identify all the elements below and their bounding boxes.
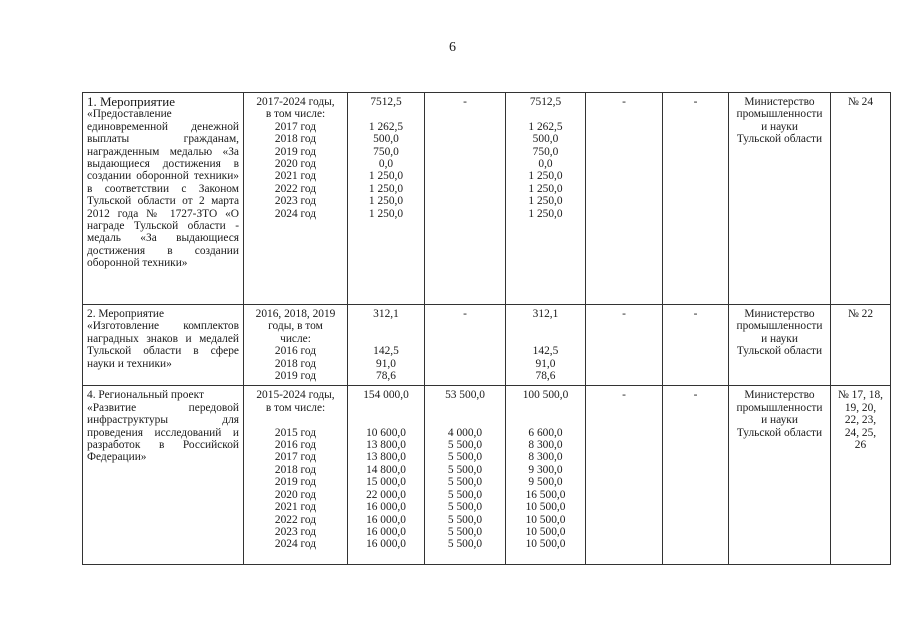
col5-lines-line: 10 500,0 xyxy=(525,513,566,526)
dash-value: - xyxy=(622,96,626,108)
col5-lines-line xyxy=(510,414,581,426)
total-lines-line: 16 000,0 xyxy=(366,501,406,514)
period-lines-line: числе: xyxy=(280,332,311,345)
indicator-lines-line: 24, 25, xyxy=(844,426,877,439)
total-lines-line xyxy=(352,333,420,345)
indicator-cell xyxy=(831,305,891,386)
total-lines-line: 15 000,0 xyxy=(366,476,406,489)
total-lines-line: 10 600,0 xyxy=(366,426,406,439)
period-lines-line xyxy=(248,414,343,426)
period-lines-line: 2022 год xyxy=(274,513,317,526)
indicator-cell xyxy=(831,386,891,565)
executor-lines-line: Тульской области xyxy=(736,133,823,146)
period-lines-line: 2016, 2018, 2019 xyxy=(255,308,336,320)
period-lines-line: 2015-2024 годы, xyxy=(256,389,335,402)
measure-name-cell xyxy=(83,386,244,565)
col7-cell xyxy=(663,93,729,305)
period-lines-line: 2016 год xyxy=(274,439,317,452)
dash-value: - xyxy=(693,96,698,108)
col4-lines-line: 5 500,0 xyxy=(447,488,483,501)
total-lines-line: 1 250,0 xyxy=(368,195,404,208)
col5-lines-line: 9 300,0 xyxy=(528,463,563,476)
measure-heading: 2. Мероприятие xyxy=(87,308,165,320)
executor-lines-line: Министерство xyxy=(744,96,815,108)
executor-lines-line: Тульской области xyxy=(736,345,823,358)
indicator-lines-line: 22, 23, xyxy=(844,414,877,427)
col5-lines-line: 10 500,0 xyxy=(525,525,566,538)
period-lines-line: 2017 год xyxy=(274,451,317,464)
col5-lines-line: 91,0 xyxy=(535,357,556,370)
total-lines-line: 91,0 xyxy=(376,357,396,370)
col4-lines-line: 5 500,0 xyxy=(447,525,483,538)
total-lines-line: 750,0 xyxy=(373,145,399,158)
col4-lines-line: 53 500,0 xyxy=(445,389,485,402)
regional-amount-cell xyxy=(506,386,586,565)
federal-amount-cell xyxy=(425,93,506,305)
col7-cell xyxy=(663,305,729,386)
col7-cell xyxy=(663,386,729,565)
col4-lines-line xyxy=(429,402,501,414)
period-lines-line: 2018 год xyxy=(274,357,317,370)
indicator-lines-line: 19, 20, xyxy=(844,401,877,414)
measure-description: «Предоставление единовременной денежной выплаты гражданам, награжденным медалью «За выдающиеся достижения в создании оборонной техники» в соответствии с Законом Тульской области от 2 марта 2012 года № 1727-ЗТО «О награде Тульской области - медаль «За выдающиеся достижения в создании оборонной техники» xyxy=(87,108,239,270)
executor-cell xyxy=(729,305,831,386)
total-lines-line xyxy=(352,402,420,414)
col4-lines-line: 5 500,0 xyxy=(447,501,483,514)
col5-lines-line: 0,0 xyxy=(538,158,553,171)
total-amount-cell xyxy=(348,305,425,386)
executor-lines-line: Министерство xyxy=(744,308,815,320)
col4-lines-line: 5 500,0 xyxy=(447,476,483,489)
col4-lines-line xyxy=(429,414,501,426)
total-lines-line: 1 250,0 xyxy=(368,170,404,183)
executor-lines-line: и науки xyxy=(761,332,798,345)
period-lines-line: 2017-2024 годы, xyxy=(256,96,335,108)
col5-lines-line: 312,1 xyxy=(532,308,559,320)
indicator-lines-line: № 22 xyxy=(847,308,874,320)
col5-lines-line: 500,0 xyxy=(532,133,559,146)
executor-lines-line: и науки xyxy=(761,120,798,133)
period-lines-line: 2015 год xyxy=(274,426,317,439)
table-row xyxy=(83,386,891,565)
total-lines-line: 142,5 xyxy=(373,345,399,358)
period-cell xyxy=(244,305,348,386)
measure-name-cell xyxy=(83,93,244,305)
col5-lines-line: 78,6 xyxy=(535,370,556,383)
col5-lines-line: 1 250,0 xyxy=(528,182,563,195)
col5-lines-line: 10 500,0 xyxy=(525,501,566,514)
total-lines-line xyxy=(352,108,420,120)
indicator-cell xyxy=(831,93,891,305)
total-lines-line: 16 000,0 xyxy=(366,538,406,551)
indicator-lines-line: 26 xyxy=(854,439,867,452)
total-lines-line: 1 262,5 xyxy=(368,120,404,133)
table-row xyxy=(83,305,891,386)
col5-lines-line: 1 250,0 xyxy=(528,207,563,220)
total-amount-cell xyxy=(348,386,425,565)
period-cell xyxy=(244,386,348,565)
period-lines-line: 2019 год xyxy=(274,476,317,489)
regional-amount-cell xyxy=(506,305,586,386)
col4-lines-line: 5 500,0 xyxy=(447,439,483,452)
period-lines-line: годы, в том xyxy=(268,320,323,333)
total-lines-line: 13 800,0 xyxy=(366,439,406,452)
col6-cell xyxy=(586,386,663,565)
col4-lines-line: 5 500,0 xyxy=(447,463,483,476)
col5-lines-line: 1 262,5 xyxy=(528,120,563,133)
col5-lines-line: 8 300,0 xyxy=(528,439,563,452)
col5-lines-line xyxy=(510,320,581,332)
executor-lines-line: промышленности xyxy=(736,108,823,121)
col5-lines-line: 142,5 xyxy=(532,345,559,358)
executor-lines-line: и науки xyxy=(761,414,798,427)
period-lines-line: в том числе: xyxy=(265,401,326,414)
measure-name-cell xyxy=(83,305,244,386)
period-lines-line: 2020 год xyxy=(274,488,317,501)
col5-lines-line: 6 600,0 xyxy=(528,426,563,439)
period-lines-line: 2016 год xyxy=(274,345,317,358)
total-lines-line: 16 000,0 xyxy=(366,513,406,526)
period-lines-line: 2018 год xyxy=(274,463,317,476)
measure-heading: 4. Региональный проект xyxy=(87,389,204,402)
total-lines-line: 13 800,0 xyxy=(366,451,406,464)
total-lines-line: 312,1 xyxy=(373,308,399,320)
total-amount-cell xyxy=(348,93,425,305)
col4-lines-line: 5 500,0 xyxy=(447,538,483,551)
col5-lines-line: 7512,5 xyxy=(529,96,562,108)
col5-lines-line xyxy=(510,108,581,120)
page-number: 6 xyxy=(449,40,456,55)
period-lines-line: 2021 год xyxy=(274,501,317,514)
measure-description: «Изготовление комплектов наградных знаков и медалей Тульской области в сфере науки и техники» xyxy=(87,320,239,370)
dash-value: - xyxy=(693,308,698,320)
period-lines-line: 2019 год xyxy=(274,370,317,383)
total-lines-line xyxy=(352,320,420,332)
period-lines-line: 2021 год xyxy=(274,170,317,183)
federal-amount-cell xyxy=(425,305,506,386)
table-row xyxy=(83,93,891,305)
col4-lines-line: - xyxy=(463,308,467,320)
period-lines-line: 2024 год xyxy=(274,538,317,551)
period-lines-line: 2018 год xyxy=(274,133,317,146)
col4-lines-line: - xyxy=(463,96,467,108)
executor-lines-line: промышленности xyxy=(736,320,823,333)
col5-lines-line: 750,0 xyxy=(532,145,559,158)
total-lines-line: 1 250,0 xyxy=(368,207,404,220)
total-lines-line: 78,6 xyxy=(376,370,396,383)
period-lines-line: в том числе: xyxy=(265,108,326,121)
col6-cell xyxy=(586,93,663,305)
period-lines-line: 2022 год xyxy=(274,182,317,195)
period-lines-line: 2023 год xyxy=(274,525,317,538)
measure-description: «Развитие передовой инфраструктуры для проведения исследований и разработок в Российской Федерации» xyxy=(87,401,239,464)
executor-lines-line: Министерство xyxy=(744,389,815,402)
col5-lines-line: 9 500,0 xyxy=(528,476,563,489)
dash-value: - xyxy=(622,308,626,320)
period-cell xyxy=(244,93,348,305)
total-lines-line: 14 800,0 xyxy=(366,463,406,476)
period-lines-line: 2023 год xyxy=(274,195,317,208)
period-lines-line: 2017 год xyxy=(274,120,317,133)
period-lines-line: 2019 год xyxy=(274,145,317,158)
col4-lines-line: 4 000,0 xyxy=(447,426,483,439)
dash-value: - xyxy=(622,389,626,402)
col5-lines-line: 1 250,0 xyxy=(528,195,563,208)
total-lines-line: 1 250,0 xyxy=(368,182,404,195)
total-lines-line: 7512,5 xyxy=(370,96,402,108)
total-lines-line: 500,0 xyxy=(373,133,399,146)
total-lines-line xyxy=(352,414,420,426)
dash-value: - xyxy=(693,389,698,402)
total-lines-line: 22 000,0 xyxy=(366,488,406,501)
period-lines-line: 2024 год xyxy=(274,207,317,220)
regional-amount-cell xyxy=(506,93,586,305)
federal-amount-cell xyxy=(425,386,506,565)
col5-lines-line xyxy=(510,333,581,345)
col5-lines-line xyxy=(510,402,581,414)
col6-cell xyxy=(586,305,663,386)
indicator-lines-line: № 17, 18, xyxy=(837,389,884,402)
col5-lines-line: 1 250,0 xyxy=(528,170,563,183)
executor-lines-line: Тульской области xyxy=(736,426,823,439)
total-lines-line: 16 000,0 xyxy=(366,525,406,538)
executor-cell xyxy=(729,386,831,565)
measures-table xyxy=(82,92,891,565)
indicator-lines-line: № 24 xyxy=(847,96,874,108)
period-lines-line: 2020 год xyxy=(274,158,317,171)
col4-lines-line: 5 500,0 xyxy=(447,451,483,464)
col5-lines-line: 16 500,0 xyxy=(525,488,566,501)
total-lines-line: 154 000,0 xyxy=(363,389,409,402)
executor-cell xyxy=(729,93,831,305)
measure-heading: 1. Мероприятие xyxy=(87,94,175,109)
col5-lines-line: 100 500,0 xyxy=(522,389,569,402)
col5-lines-line: 8 300,0 xyxy=(528,451,563,464)
col5-lines-line: 10 500,0 xyxy=(525,538,566,551)
executor-lines-line: промышленности xyxy=(736,401,823,414)
col4-lines-line: 5 500,0 xyxy=(447,513,483,526)
total-lines-line: 0,0 xyxy=(378,158,394,171)
